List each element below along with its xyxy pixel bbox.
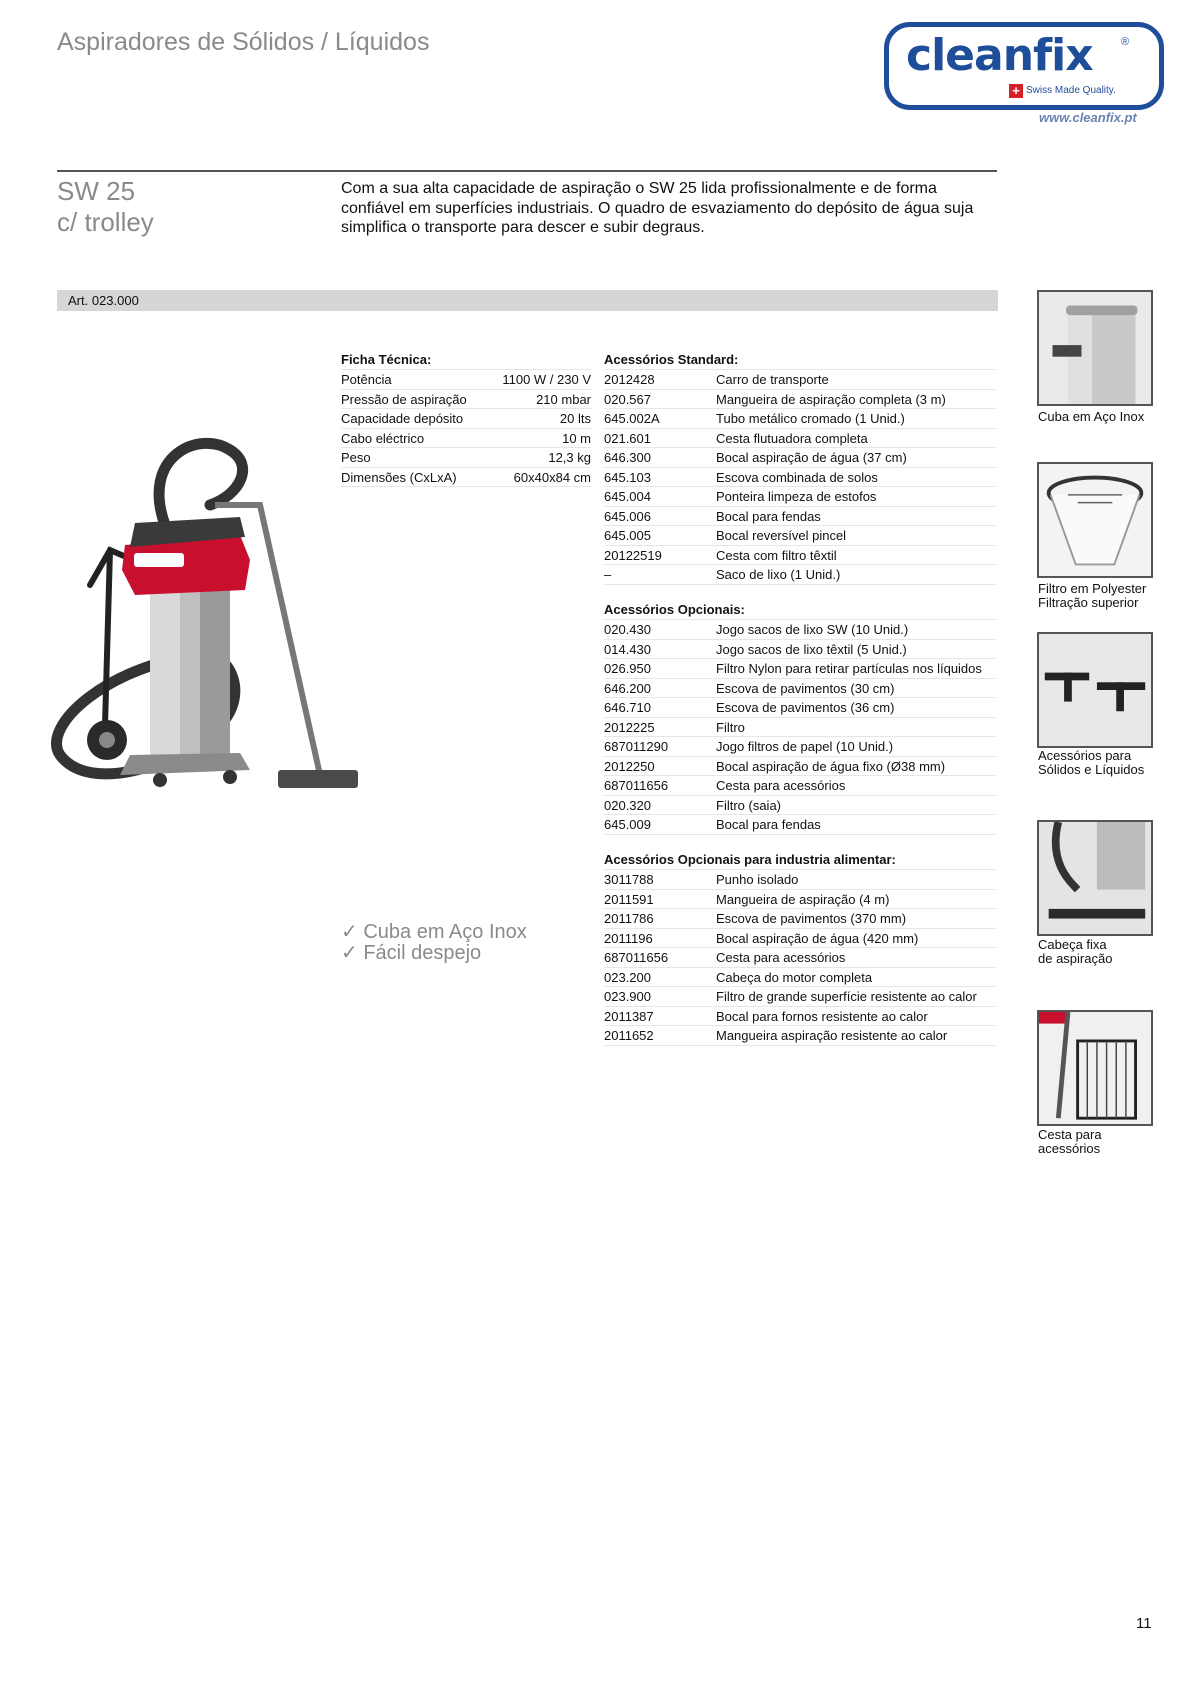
feature-list <box>341 922 527 964</box>
accessory-code: 2011652 <box>604 1028 654 1043</box>
accessory-code: 2011591 <box>604 891 654 907</box>
accessory-code: 645.006 <box>604 508 651 524</box>
accessory-code: 645.103 <box>604 469 651 485</box>
accessory-name: Cesta flutuadora completa <box>716 430 868 446</box>
model-variant: c/ trolley <box>57 207 154 237</box>
accessory-name: Carro de transporte <box>716 372 829 387</box>
spec-row <box>341 468 591 488</box>
standard-accessories-title: Acessórios Standard: <box>604 350 996 370</box>
accessory-name: Bocal aspiração de água fixo (Ø38 mm) <box>716 758 946 774</box>
accessory-name: Tubo metálico cromado (1 Unid.) <box>716 411 905 426</box>
standard-accessories <box>604 350 996 585</box>
spec-label: Capacidade depósito <box>341 411 464 426</box>
article-number: Art. 023.000 <box>68 293 139 308</box>
accessory-name: Bocal reversível pincel <box>716 528 847 543</box>
stainless-tank-photo <box>1037 290 1153 406</box>
accessory-row <box>604 659 996 679</box>
article-bar <box>57 290 998 311</box>
optional-accessories-title: Acessórios Opcionais: <box>604 600 996 620</box>
accessory-name: Filtro de grande superfície resistente ao calor <box>716 989 977 1004</box>
accessory-row <box>604 796 996 816</box>
accessory-name: Cesta com filtro têxtil <box>716 547 837 563</box>
accessory-row <box>604 890 996 910</box>
accessory-row <box>604 448 996 468</box>
accessory-code: 2011387 <box>604 1008 654 1024</box>
accessory-name: Cabeça do motor completa <box>716 969 873 985</box>
vacuum-cleaner-image <box>50 425 370 815</box>
accessory-code: 014.430 <box>604 641 651 657</box>
accessory-row <box>604 620 996 640</box>
accessory-row <box>604 429 996 449</box>
accessory-row <box>604 390 996 410</box>
accessory-code: 645.002A <box>604 411 660 426</box>
accessory-name: Filtro (saia) <box>716 797 782 813</box>
page-number: 11 <box>1136 1615 1152 1632</box>
accessory-row <box>604 757 996 777</box>
accessory-code: 687011656 <box>604 950 669 965</box>
accessory-row <box>604 370 996 390</box>
header-divider <box>57 170 997 172</box>
accessory-code: 023.200 <box>604 969 651 985</box>
specs-title: Ficha Técnica: <box>341 350 591 370</box>
accessory-name: Bocal para fendas <box>716 817 821 832</box>
spec-label: Potência <box>341 372 392 387</box>
polyester-filter-photo <box>1037 462 1153 578</box>
spec-value: 12,3 kg <box>548 450 591 465</box>
spec-value: 210 mbar <box>536 391 591 407</box>
registered-icon: ® <box>1121 36 1130 48</box>
accessory-row <box>604 565 996 585</box>
accessory-row <box>604 718 996 738</box>
side-caption: Acessórios para Sólidos e Líquidos <box>1038 748 1145 777</box>
accessory-code: 645.005 <box>604 528 651 543</box>
spec-label: Dimensões (CxLxA) <box>341 469 457 485</box>
spec-value: 60x40x84 cm <box>513 469 591 485</box>
accessory-row <box>604 968 996 988</box>
accessory-row <box>604 468 996 488</box>
spec-label: Pressão de aspiração <box>341 391 467 407</box>
accessory-row <box>604 679 996 699</box>
accessory-code: 026.950 <box>604 661 651 676</box>
accessory-name: Bocal para fornos resistente ao calor <box>716 1008 928 1024</box>
accessory-code: 020.567 <box>604 391 651 407</box>
optional-accessories <box>604 600 996 835</box>
model-title <box>57 176 154 238</box>
accessory-name: Mangueira aspiração resistente ao calor <box>716 1028 948 1043</box>
accessory-name: Escova combinada de solos <box>716 469 878 485</box>
accessory-name: Filtro Nylon para retirar partículas nos líquidos <box>716 661 982 676</box>
technical-specs <box>341 350 591 487</box>
accessory-code: 021.601 <box>604 430 651 446</box>
accessory-basket-photo <box>1037 1010 1153 1126</box>
accessory-row <box>604 815 996 835</box>
accessory-name: Escova de pavimentos (30 cm) <box>716 680 895 696</box>
accessory-name: Ponteira limpeza de estofos <box>716 489 877 504</box>
accessory-row <box>604 870 996 890</box>
accessory-code: 023.900 <box>604 989 651 1004</box>
accessory-name: Punho isolado <box>716 872 799 887</box>
accessory-code: 20122519 <box>604 547 662 563</box>
accessory-name: Bocal aspiração de água (420 mm) <box>716 930 919 946</box>
accessory-code: 645.009 <box>604 817 651 832</box>
accessory-code: 687011290 <box>604 739 669 754</box>
accessory-row <box>604 1026 996 1046</box>
spec-value: 20 lts <box>559 411 591 426</box>
accessory-code: 2012428 <box>604 372 655 387</box>
accessory-name: Escova de pavimentos (370 mm) <box>716 911 907 926</box>
accessory-code: 020.430 <box>604 622 651 637</box>
accessory-code: 2012250 <box>604 758 655 774</box>
fixed-nozzle-photo <box>1037 820 1153 936</box>
accessory-row <box>604 948 996 968</box>
accessory-row <box>604 929 996 949</box>
product-description: Com a sua alta capacidade de aspiração o SW 25 lida profissionalmente e de forma confiável em superfícies industriais. O quadro de esvaziamento do depósito de água suja simplifica o transporte para descer e subir degraus. <box>341 180 974 236</box>
accessory-row <box>604 640 996 660</box>
food-industry-accessories <box>604 850 996 1046</box>
accessory-name: Saco de lixo (1 Unid.) <box>716 567 841 582</box>
spec-row <box>341 409 591 429</box>
accessory-name: Jogo sacos de lixo SW (10 Unid.) <box>716 622 909 637</box>
accessory-row <box>604 987 996 1007</box>
accessory-code: – <box>604 567 612 582</box>
accessory-row <box>604 737 996 757</box>
side-caption: Cabeça fixa de aspiração <box>1038 937 1113 966</box>
accessory-row <box>604 776 996 796</box>
accessory-name: Bocal aspiração de água (37 cm) <box>716 450 907 465</box>
spec-row <box>341 429 591 449</box>
spec-value: 1100 W / 230 V <box>502 372 591 387</box>
spec-row <box>341 390 591 410</box>
accessory-row <box>604 409 996 429</box>
accessory-code: 020.320 <box>604 797 651 813</box>
side-caption: Cuba em Aço Inox <box>1038 409 1145 424</box>
accessory-name: Jogo sacos de lixo têxtil (5 Unid.) <box>716 641 907 657</box>
model-name: SW 25 <box>57 176 136 206</box>
accessory-code: 2011196 <box>604 930 653 946</box>
accessories-photo <box>1037 632 1153 748</box>
logo-wordmark: cleanfix <box>906 30 1093 81</box>
accessory-name: Filtro <box>716 719 745 735</box>
spec-row <box>341 448 591 468</box>
accessory-code: 646.200 <box>604 680 651 696</box>
spec-row <box>341 370 591 390</box>
feature-item: ✓ Fácil despejo <box>341 942 482 964</box>
accessory-row <box>604 909 996 929</box>
page-category-title: Aspiradores de Sólidos / Líquidos <box>57 28 430 56</box>
accessory-row <box>604 507 996 527</box>
accessory-code: 3011788 <box>604 872 654 887</box>
logo-tagline: Swiss Made Quality. <box>1026 85 1116 96</box>
accessory-code: 646.710 <box>604 700 651 715</box>
check-icon: ✓ <box>341 921 364 943</box>
accessory-code: 646.300 <box>604 450 651 465</box>
spec-label: Peso <box>341 450 371 465</box>
check-icon: ✓ <box>341 942 364 964</box>
accessory-row <box>604 487 996 507</box>
spec-label: Cabo eléctrico <box>341 430 425 446</box>
accessory-code: 2011786 <box>604 911 654 926</box>
accessory-row <box>604 698 996 718</box>
accessory-name: Cesta para acessórios <box>716 778 846 793</box>
accessory-row <box>604 526 996 546</box>
food-industry-accessories-title: Acessórios Opcionais para industria alimentar: <box>604 850 996 870</box>
accessory-row <box>604 1007 996 1027</box>
accessory-name: Escova de pavimentos (36 cm) <box>716 700 895 715</box>
accessory-code: 645.004 <box>604 489 651 504</box>
accessory-code: 687011656 <box>604 778 669 793</box>
accessory-name: Jogo filtros de papel (10 Unid.) <box>716 739 894 754</box>
feature-item: ✓ Cuba em Aço Inox <box>341 921 527 943</box>
accessory-name: Cesta para acessórios <box>716 950 846 965</box>
cleanfix-logo <box>884 22 1170 125</box>
side-caption: Filtro em Polyester Filtração superior <box>1038 581 1147 610</box>
accessory-name: Mangueira de aspiração completa (3 m) <box>716 391 946 407</box>
side-caption: Cesta para acessórios <box>1038 1127 1102 1156</box>
accessory-name: Bocal para fendas <box>716 508 821 524</box>
swiss-cross-icon: + <box>1009 84 1023 98</box>
accessory-row <box>604 546 996 566</box>
accessory-name: Mangueira de aspiração (4 m) <box>716 891 890 907</box>
accessory-code: 2012225 <box>604 719 655 735</box>
spec-value: 10 m <box>562 430 591 446</box>
brand-url: www.cleanfix.pt <box>1039 110 1137 125</box>
